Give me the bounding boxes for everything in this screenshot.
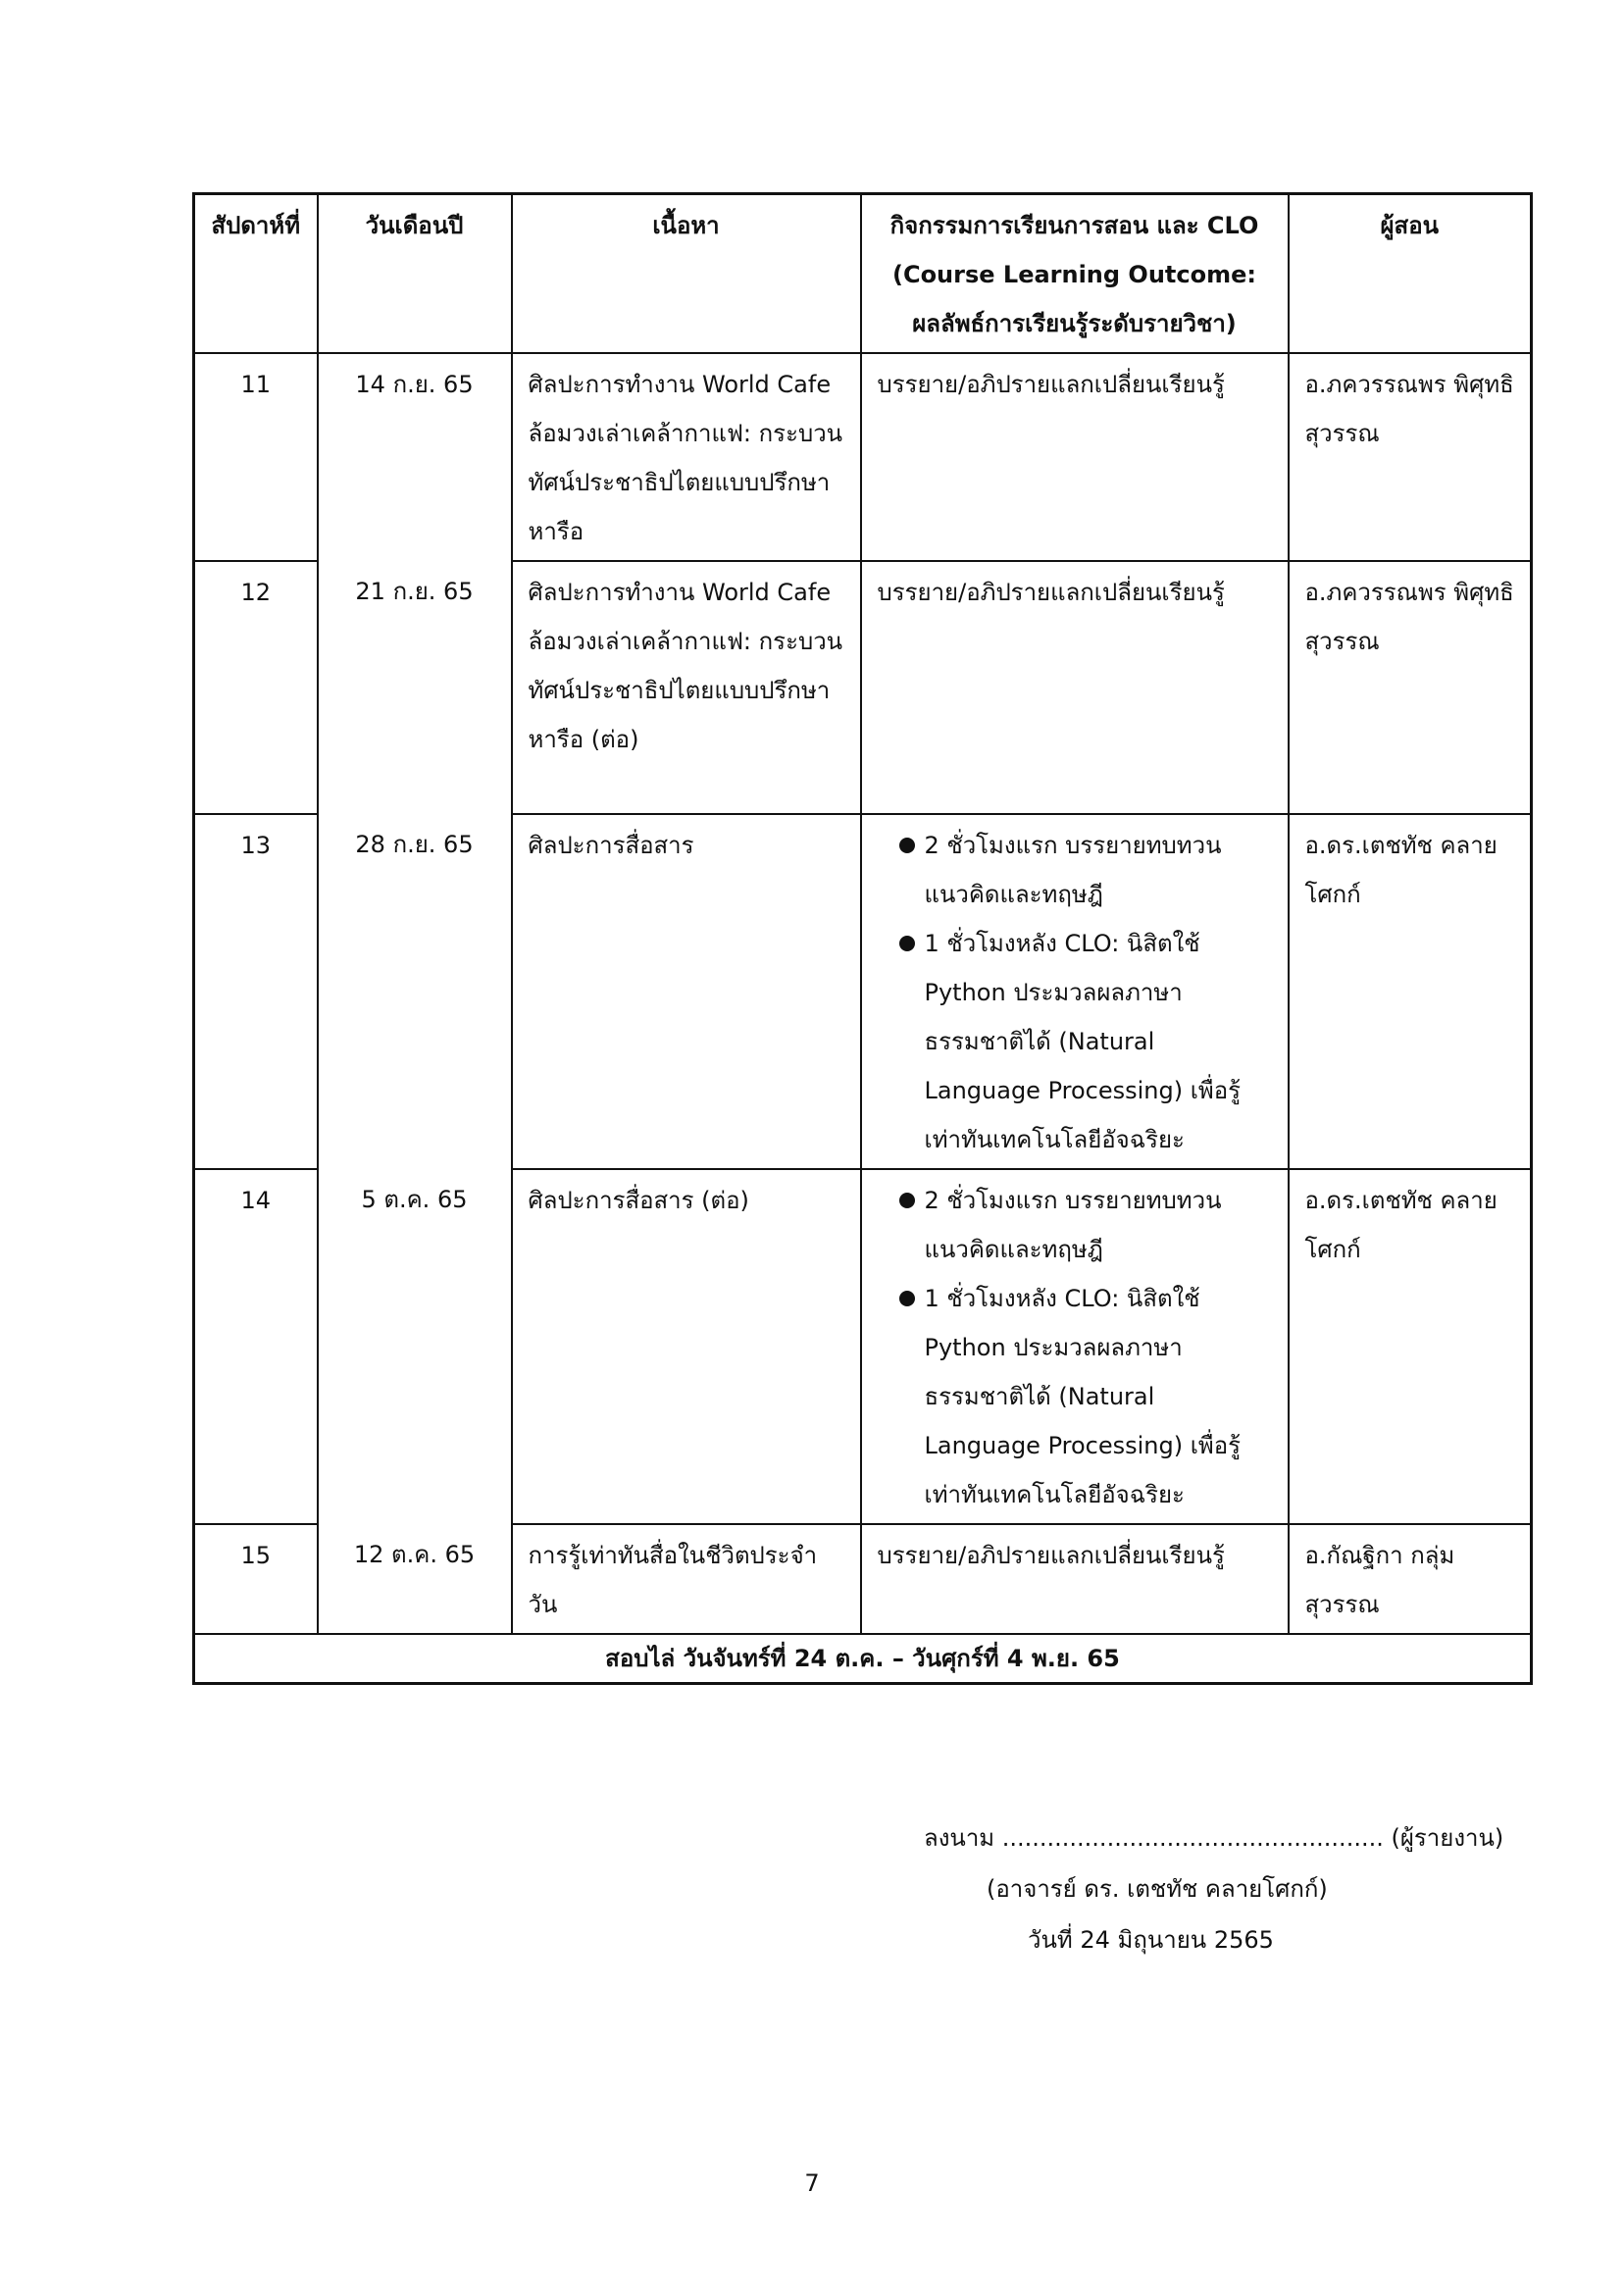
- list-item: 1 ชั่วโมงหลัง CLO: นิสิตใช้ Python ประมวลผลภาษาธรรมชาติได้ (Natural Language Processing) เพื่อรู้เท่าทันเทคโนโลยีอัจฉริยะ: [899, 1274, 1272, 1519]
- instructor-cell: อ.กัณฐิกา กลุ่มสุวรรณ: [1289, 1524, 1532, 1634]
- exam-period: สอบไล่ วันจันทร์ที่ 24 ต.ค. – วันศุกร์ที่ 4 พ.ย. 65: [194, 1634, 1532, 1684]
- week-cell: 13: [194, 814, 318, 1169]
- content-cell: ศิลปะการทำงาน World Cafe ล้อมวงเล่าเคล้ากาแฟ: กระบวนทัศน์ประชาธิปไตยแบบปรึกษาหารือ (ต่อ): [512, 561, 861, 814]
- instructor-cell: อ.ดร.เตชทัช คลายโศกก์: [1289, 1169, 1532, 1524]
- content-cell: ศิลปะการสื่อสาร (ต่อ): [512, 1169, 861, 1524]
- date-cell: 14 ก.ย. 65: [318, 353, 512, 561]
- table-row: [194, 561, 1532, 814]
- list-item: 2 ชั่วโมงแรก บรรยายทบทวนแนวคิดและทฤษฎี: [899, 821, 1272, 919]
- date-cell: 28 ก.ย. 65: [318, 814, 512, 1169]
- date-cell: 12 ต.ค. 65: [318, 1524, 512, 1634]
- page-number: 7: [804, 2169, 820, 2197]
- date-cell: 21 ก.ย. 65: [318, 561, 512, 814]
- signature-date: วันที่ 24 มิถุนายน 2565: [1028, 1926, 1274, 1954]
- activity-list: [878, 1176, 1272, 1519]
- table-header-row: [194, 194, 1532, 354]
- content-cell: การรู้เท่าทันสื่อในชีวิตประจำวัน: [512, 1524, 861, 1634]
- activity-cell: [861, 814, 1289, 1169]
- signer-name: (อาจารย์ ดร. เตชทัช คลายโศกก์): [987, 1875, 1328, 1903]
- activity-cell: บรรยาย/อภิปรายแลกเปลี่ยนเรียนรู้: [861, 353, 1289, 561]
- instructor-cell: อ.ดร.เตชทัช คลายโศกก์: [1289, 814, 1532, 1169]
- table-row: [194, 1169, 1532, 1524]
- date-cell: 5 ต.ค. 65: [318, 1169, 512, 1524]
- schedule-table: [192, 192, 1533, 1685]
- signature-line: ลงนาม ................................................... (ผู้รายงาน): [924, 1824, 1504, 1852]
- header-content: เนื้อหา: [512, 194, 861, 354]
- exam-row: [194, 1634, 1532, 1684]
- week-cell: 11: [194, 353, 318, 561]
- instructor-cell: อ.ภควรรณพร พิศุทธิสุวรรณ: [1289, 353, 1532, 561]
- table-row: [194, 1524, 1532, 1634]
- activity-cell: บรรยาย/อภิปรายแลกเปลี่ยนเรียนรู้: [861, 1524, 1289, 1634]
- week-cell: 12: [194, 561, 318, 814]
- header-week: สัปดาห์ที่: [194, 194, 318, 354]
- activity-cell: บรรยาย/อภิปรายแลกเปลี่ยนเรียนรู้: [861, 561, 1289, 814]
- header-activity: กิจกรรมการเรียนการสอน และ CLO (Course Learning Outcome: ผลลัพธ์การเรียนรู้ระดับรายวิชา): [861, 194, 1289, 354]
- week-cell: 15: [194, 1524, 318, 1634]
- instructor-cell: อ.ภควรรณพร พิศุทธิสุวรรณ: [1289, 561, 1532, 814]
- signature-block: [912, 1812, 1504, 1965]
- activity-cell: [861, 1169, 1289, 1524]
- activity-list: [878, 821, 1272, 1164]
- header-instructor: ผู้สอน: [1289, 194, 1532, 354]
- table-row: [194, 814, 1532, 1169]
- list-item: 2 ชั่วโมงแรก บรรยายทบทวนแนวคิดและทฤษฎี: [899, 1176, 1272, 1274]
- week-cell: 14: [194, 1169, 318, 1524]
- table-row: [194, 353, 1532, 561]
- content-cell: ศิลปะการสื่อสาร: [512, 814, 861, 1169]
- list-item: 1 ชั่วโมงหลัง CLO: นิสิตใช้ Python ประมวลผลภาษาธรรมชาติได้ (Natural Language Processing) เพื่อรู้เท่าทันเทคโนโลยีอัจฉริยะ: [899, 919, 1272, 1164]
- header-date: วันเดือนปี: [318, 194, 512, 354]
- content-cell: ศิลปะการทำงาน World Cafe ล้อมวงเล่าเคล้ากาแฟ: กระบวนทัศน์ประชาธิปไตยแบบปรึกษาหารือ: [512, 353, 861, 561]
